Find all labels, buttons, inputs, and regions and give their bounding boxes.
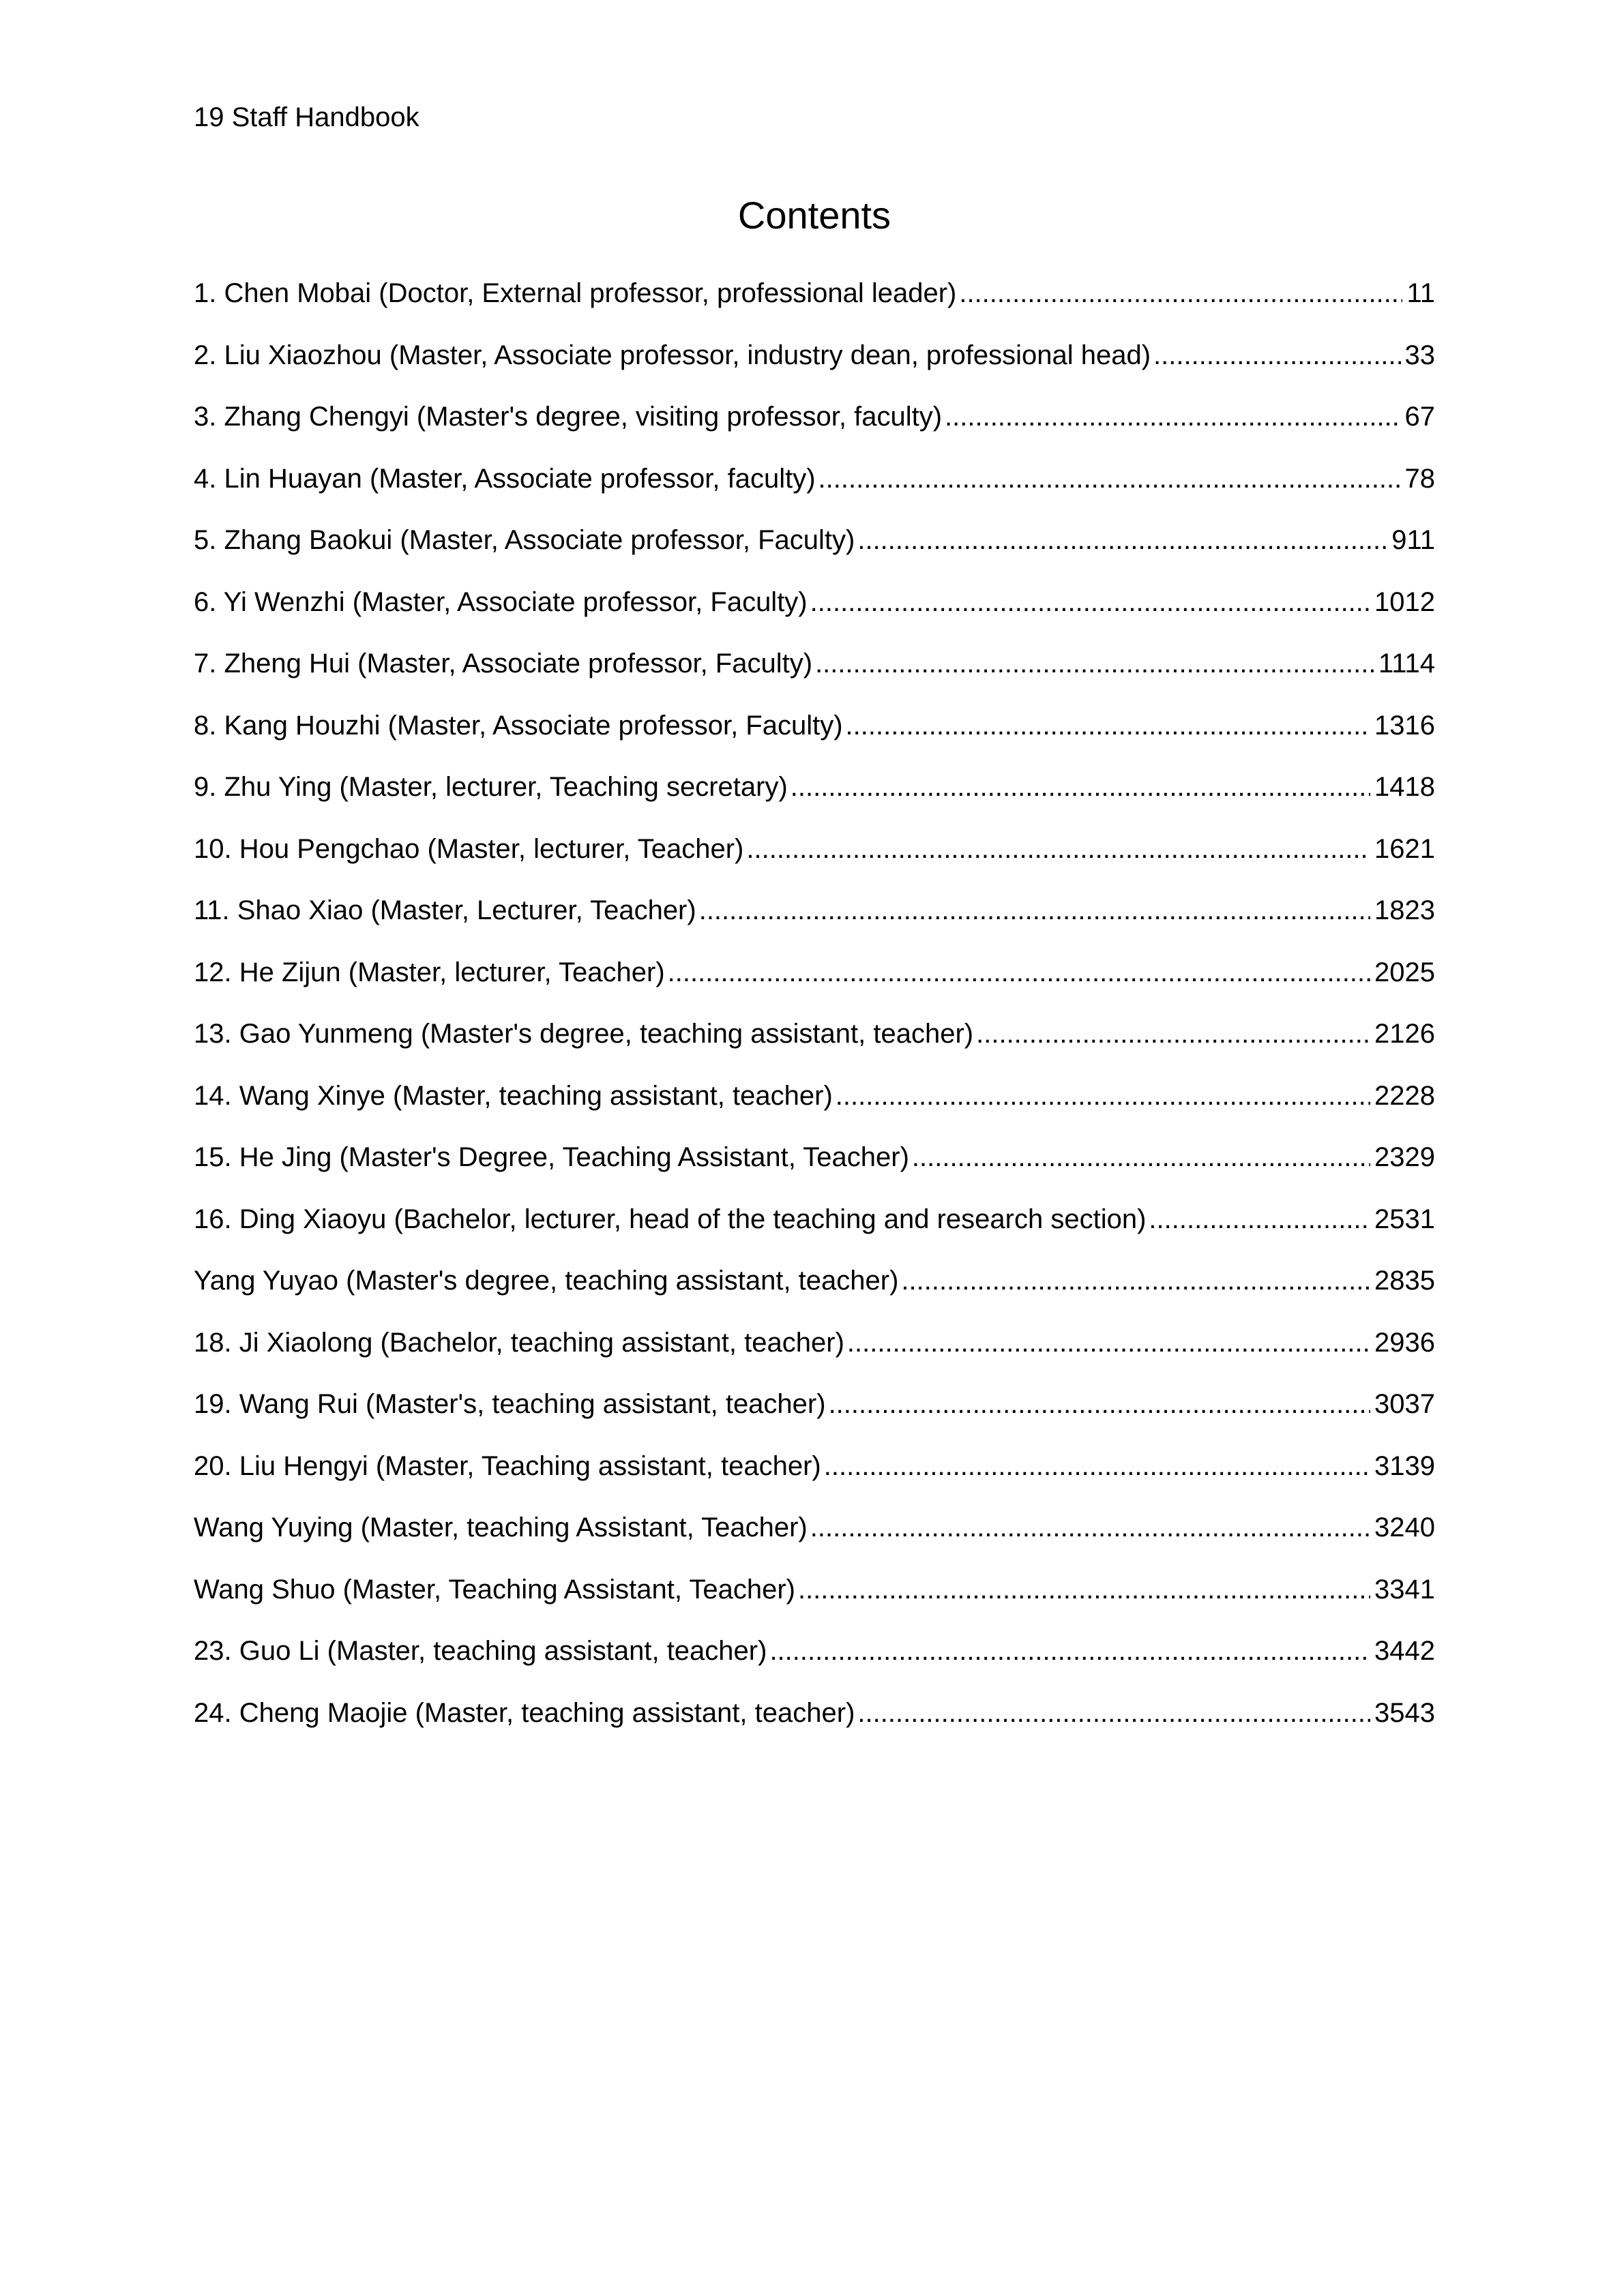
toc-entry-text: 9. Zhu Ying (Master, lecturer, Teaching secretary)	[194, 772, 788, 802]
toc-page-number: 78	[1404, 463, 1435, 494]
toc-dot-leader	[769, 1630, 1370, 1671]
toc-page-number: 1418	[1374, 772, 1435, 802]
toc-dot-leader	[746, 829, 1370, 869]
toc-page-number: 2329	[1374, 1142, 1435, 1172]
toc-entry-text: 19. Wang Rui (Master's, teaching assistant, teacher)	[194, 1389, 826, 1419]
toc-dot-leader	[901, 1260, 1370, 1301]
toc-dot-leader	[945, 396, 1400, 437]
toc-entry-text: 14. Wang Xinye (Master, teaching assistant, teacher)	[194, 1080, 833, 1111]
toc-entry-text: 4. Lin Huayan (Master, Associate professor, faculty)	[194, 463, 816, 494]
toc-dot-leader	[1153, 335, 1400, 376]
toc-entry-text: 5. Zhang Baokui (Master, Associate professor, Faculty)	[194, 525, 855, 555]
toc-dot-leader	[846, 705, 1370, 746]
running-header: 19 Staff Handbook	[194, 102, 419, 132]
toc-dot-leader	[829, 1384, 1370, 1425]
toc-dot-leader	[815, 643, 1374, 684]
toc-dot-leader	[810, 1507, 1370, 1548]
toc-page-number: 2835	[1374, 1266, 1435, 1296]
toc-entry-text: 18. Ji Xiaolong (Bachelor, teaching assistant, teacher)	[194, 1327, 844, 1358]
toc-entry-text: 24. Cheng Maojie (Master, teaching assistant, teacher)	[194, 1697, 855, 1728]
toc-page-number: 3442	[1374, 1636, 1435, 1666]
toc-entry[interactable]	[194, 829, 1435, 891]
toc-dot-leader	[857, 1693, 1370, 1733]
toc-entry[interactable]	[194, 1507, 1435, 1569]
toc-entry[interactable]	[194, 890, 1435, 952]
toc-dot-leader	[912, 1137, 1370, 1178]
toc-dot-leader	[818, 458, 1401, 499]
toc-entry-text: Wang Yuying (Master, teaching Assistant, Teacher)	[194, 1512, 808, 1542]
toc-page-number: 2228	[1374, 1080, 1435, 1111]
toc-entry[interactable]	[194, 643, 1435, 705]
toc-entry[interactable]	[194, 396, 1435, 458]
toc-entry-text: 11. Shao Xiao (Master, Lecturer, Teacher)	[194, 895, 696, 925]
toc-entry-text: 15. He Jing (Master's Degree, Teaching Assistant, Teacher)	[194, 1142, 909, 1172]
toc-dot-leader	[668, 952, 1370, 993]
toc-page-number: 33	[1404, 340, 1435, 370]
toc-entry[interactable]	[194, 273, 1435, 335]
toc-page-number: 2936	[1374, 1327, 1435, 1358]
toc-dot-leader	[1149, 1199, 1370, 1240]
toc-entry-text: 3. Zhang Chengyi (Master's degree, visiting professor, faculty)	[194, 402, 943, 432]
toc-page-number: 3139	[1374, 1450, 1435, 1481]
toc-entry[interactable]	[194, 1075, 1435, 1137]
toc-page-number: 2531	[1374, 1204, 1435, 1234]
toc-entry[interactable]	[194, 582, 1435, 644]
toc-entry-text: 13. Gao Yunmeng (Master's degree, teaching assistant, teacher)	[194, 1019, 974, 1049]
toc-entry[interactable]	[194, 1446, 1435, 1508]
toc-entry[interactable]	[194, 1693, 1435, 1755]
toc-entry-text: 10. Hou Pengchao (Master, lecturer, Teacher)	[194, 833, 744, 864]
toc-dot-leader	[791, 766, 1370, 807]
toc-page-number: 2025	[1374, 957, 1435, 987]
toc-entry-text: 6. Yi Wenzhi (Master, Associate professor, Faculty)	[194, 586, 808, 617]
toc-entry[interactable]	[194, 1260, 1435, 1322]
toc-title: Contents	[737, 194, 891, 237]
toc-list	[194, 273, 1435, 1754]
toc-dot-leader	[810, 582, 1370, 623]
toc-dot-leader	[798, 1569, 1370, 1610]
toc-entry[interactable]	[194, 1013, 1435, 1075]
toc-page-number: 67	[1404, 402, 1435, 432]
toc-entry-text: 16. Ding Xiaoyu (Bachelor, lecturer, head of the teaching and research section)	[194, 1204, 1147, 1234]
toc-entry[interactable]	[194, 1199, 1435, 1261]
toc-page-number: 1012	[1374, 586, 1435, 617]
toc-dot-leader	[699, 890, 1370, 931]
toc-entry-text: 12. He Zijun (Master, lecturer, Teacher)	[194, 957, 665, 987]
toc-entry-text: 20. Liu Hengyi (Master, Teaching assistant, teacher)	[194, 1450, 821, 1481]
toc-entry[interactable]	[194, 1322, 1435, 1384]
toc-entry-text: Yang Yuyao (Master's degree, teaching assistant, teacher)	[194, 1266, 899, 1296]
toc-entry[interactable]	[194, 458, 1435, 520]
toc-entry[interactable]	[194, 952, 1435, 1014]
toc-dot-leader	[857, 520, 1387, 561]
toc-entry[interactable]	[194, 1630, 1435, 1693]
toc-dot-leader	[847, 1322, 1370, 1363]
toc-page-number: 1823	[1374, 895, 1435, 925]
toc-page-number: 3543	[1374, 1697, 1435, 1728]
toc-entry[interactable]	[194, 766, 1435, 829]
toc-entry-text: 7. Zheng Hui (Master, Associate professor, Faculty)	[194, 648, 813, 679]
toc-entry[interactable]	[194, 1384, 1435, 1446]
toc-entry-text: 2. Liu Xiaozhou (Master, Associate professor, industry dean, professional head)	[194, 340, 1151, 370]
toc-entry[interactable]	[194, 1137, 1435, 1199]
toc-page-number: 1621	[1374, 833, 1435, 864]
toc-entry[interactable]	[194, 705, 1435, 767]
toc-entry-text: 23. Guo Li (Master, teaching assistant, teacher)	[194, 1636, 767, 1666]
toc-page-number: 1316	[1374, 710, 1435, 741]
toc-page-number: 2126	[1374, 1019, 1435, 1049]
toc-dot-leader	[959, 273, 1402, 314]
toc-entry-text: 1. Chen Mobai (Doctor, External professor, professional leader)	[194, 278, 957, 308]
toc-page-number: 11	[1406, 278, 1435, 308]
toc-dot-leader	[836, 1075, 1370, 1116]
toc-entry[interactable]	[194, 520, 1435, 582]
toc-entry[interactable]	[194, 335, 1435, 397]
toc-entry[interactable]	[194, 1569, 1435, 1631]
toc-entry-text: Wang Shuo (Master, Teaching Assistant, Teacher)	[194, 1574, 795, 1605]
toc-dot-leader	[824, 1446, 1370, 1487]
toc-page-number: 1114	[1378, 648, 1435, 679]
toc-dot-leader	[976, 1013, 1370, 1054]
toc-entry-text: 8. Kang Houzhi (Master, Associate professor, Faculty)	[194, 710, 843, 741]
toc-page-number: 3037	[1374, 1389, 1435, 1419]
toc-page-number: 3341	[1374, 1574, 1435, 1605]
toc-page-number: 3240	[1374, 1512, 1435, 1542]
toc-page-number: 911	[1391, 525, 1435, 555]
